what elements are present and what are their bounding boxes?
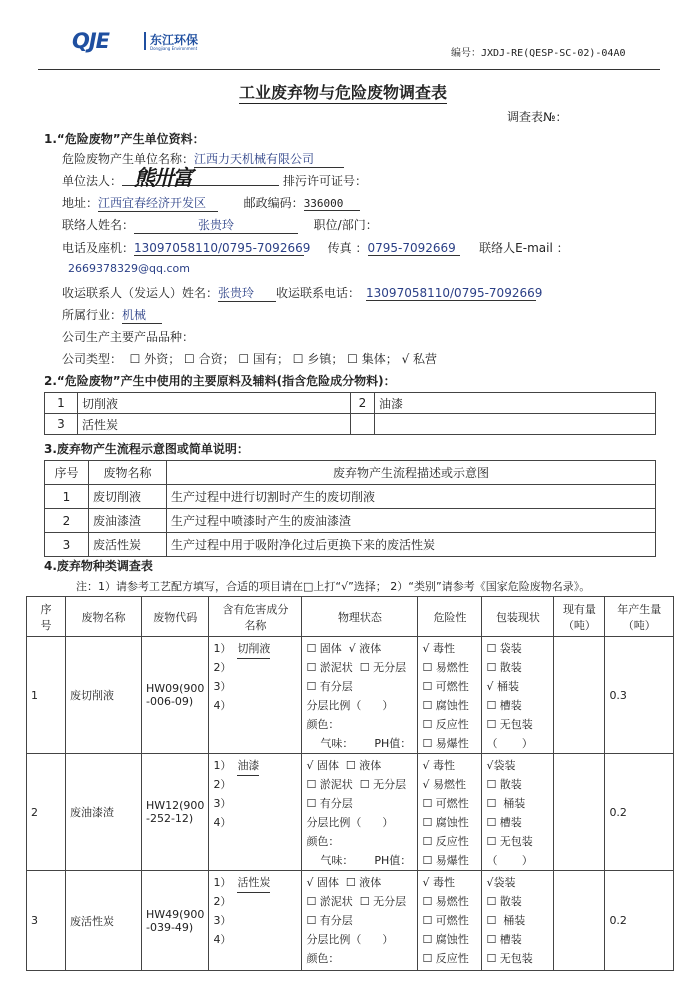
section4-note: 注：1）请参考工艺配方填写，合适的项目请在□上打“√”选择； 2）“类别”请参考《国家危险废物名录》。 bbox=[76, 580, 591, 593]
component-1: 切削液 bbox=[237, 639, 270, 659]
process-name: 废油漆渣 bbox=[89, 509, 167, 533]
material-seq bbox=[351, 414, 375, 435]
pack-line: ☐ 无包装 bbox=[486, 952, 533, 965]
address-row bbox=[62, 194, 360, 212]
component-1: 油漆 bbox=[237, 756, 259, 776]
state-line: ☐ 淤泥状 ☐ 无分层 bbox=[306, 895, 407, 908]
process-seq: 3 bbox=[45, 533, 89, 557]
permit-label: 排污许可证号： bbox=[283, 174, 368, 188]
state-line: ☐ 固体 √ 液体 bbox=[306, 642, 382, 655]
phone-row bbox=[62, 239, 569, 256]
waste-seq: 3 bbox=[27, 871, 66, 971]
shipper-phone-label: 收运联系电话： bbox=[276, 286, 361, 300]
header-rule bbox=[38, 69, 660, 70]
state-line: 气味： PH值： bbox=[306, 737, 412, 750]
pack-line: （ ） bbox=[486, 854, 533, 867]
company-logo bbox=[72, 29, 222, 53]
state-line: 颜色： bbox=[306, 718, 340, 731]
position-label: 职位/部门： bbox=[313, 218, 378, 232]
waste-name: 废油漆渣 bbox=[66, 754, 142, 871]
th-seq: 序 号 bbox=[27, 597, 66, 637]
pack-line: √袋装 bbox=[486, 876, 516, 889]
hazard-line: ☐ 易燃性 bbox=[422, 661, 469, 674]
state-line: √ 固体 ☐ 液体 bbox=[306, 876, 382, 889]
waste-stock bbox=[554, 754, 605, 871]
waste-stock bbox=[554, 871, 605, 971]
process-seq: 2 bbox=[45, 509, 89, 533]
state-line: 分层比例（ ） bbox=[306, 816, 394, 829]
state-line: ☐ 有分层 bbox=[306, 797, 353, 810]
state-line: ☐ 淤泥状 ☐ 无分层 bbox=[306, 661, 407, 674]
hazard-line: ☐ 反应性 bbox=[422, 952, 469, 965]
materials-table bbox=[44, 392, 656, 435]
logo-company: 东江环保 bbox=[150, 33, 199, 47]
shipper-row bbox=[62, 284, 543, 302]
waste-components: 1） 切削液 2） 3） 4） bbox=[209, 637, 302, 754]
waste-stock bbox=[554, 637, 605, 754]
hazard-line: ☐ 可燃性 bbox=[422, 797, 469, 810]
th-hazard: 危险性 bbox=[418, 597, 482, 637]
waste-name: 废活性炭 bbox=[66, 871, 142, 971]
unit-name-label: 危险废物产生单位名称： bbox=[62, 152, 195, 166]
state-line: 颜色： bbox=[306, 952, 340, 965]
pack-line: ☐ 桶装 bbox=[486, 797, 526, 810]
table-row bbox=[27, 637, 674, 754]
material-name: 活性炭 bbox=[78, 414, 351, 435]
waste-seq: 2 bbox=[27, 754, 66, 871]
waste-annual: 0.2 bbox=[605, 754, 674, 871]
state-line: ☐ 淤泥状 ☐ 无分层 bbox=[306, 778, 407, 791]
logo-letters: QJE bbox=[72, 29, 110, 53]
material-seq: 3 bbox=[45, 414, 78, 435]
table-row bbox=[27, 754, 674, 871]
hazard-line: ☐ 可燃性 bbox=[422, 680, 469, 693]
page-title: 工业废弃物与危险废物调查表 bbox=[239, 80, 447, 104]
hazard-line: ☐ 腐蚀性 bbox=[422, 933, 469, 946]
process-desc: 生产过程中进行切割时产生的废切削液 bbox=[167, 485, 656, 509]
shipper-phone-value: 13097058110/0795-7092669 bbox=[366, 286, 543, 300]
waste-code: HW49(900 -039-49) bbox=[142, 871, 209, 971]
hazard-line: ☐ 易爆性 bbox=[422, 854, 469, 867]
table-row bbox=[27, 871, 674, 971]
state-line: ☐ 有分层 bbox=[306, 914, 353, 927]
legal-row bbox=[62, 172, 122, 189]
waste-table bbox=[26, 596, 674, 971]
products-label: 公司生产主要产品品种： bbox=[62, 330, 195, 344]
logo-sub: Dongjiang Environment bbox=[150, 46, 198, 51]
hazard-line: √ 易燃性 bbox=[422, 778, 466, 791]
th-code: 废物代码 bbox=[142, 597, 209, 637]
email-value: 2669378329@qq.com bbox=[68, 262, 190, 275]
pack-line: ☐ 袋装 bbox=[486, 642, 522, 655]
waste-name: 废切削液 bbox=[66, 637, 142, 754]
address-value: 江西宜春经济开发区 bbox=[98, 194, 218, 212]
section1-heading: 1.“危险废物”产生单位资料： bbox=[44, 132, 205, 146]
shipper-value: 张贵玲 bbox=[218, 284, 276, 302]
hazard-line: ☐ 腐蚀性 bbox=[422, 699, 469, 712]
industry-label: 所属行业： bbox=[62, 308, 123, 322]
pack-line: ☐ 无包装 bbox=[486, 835, 533, 848]
hazard-line: ☐ 易爆性 bbox=[422, 737, 469, 750]
th-name: 废物名称 bbox=[66, 597, 142, 637]
process-desc: 生产过程中用于吸附净化过后更换下来的废活性炭 bbox=[167, 533, 656, 557]
industry-row bbox=[62, 306, 162, 324]
process-desc: 生产过程中喷漆时产生的废油漆渣 bbox=[167, 509, 656, 533]
pack-line: √袋装 bbox=[486, 759, 516, 772]
process-header-seq: 序号 bbox=[45, 461, 89, 485]
industry-value: 机械 bbox=[122, 306, 162, 324]
hazard-line: ☐ 腐蚀性 bbox=[422, 816, 469, 829]
waste-hazard bbox=[418, 871, 482, 971]
company-type-row: 公司类型： ☐ 外资； ☐ 合资； ☐ 国有； ☐ 乡镇； ☐ 集体； √ 私营 bbox=[62, 352, 438, 366]
th-annual: 年产生量 （吨） bbox=[605, 597, 674, 637]
section4-heading: 4.废弃物种类调查表 bbox=[44, 559, 153, 573]
contact-row bbox=[62, 216, 378, 234]
section2-heading: 2.“危险废物”产生中使用的主要原料及辅料(指含危险成分物料)： bbox=[44, 374, 396, 388]
hazard-line: ☐ 反应性 bbox=[422, 718, 469, 731]
hazard-line: √ 毒性 bbox=[422, 759, 455, 772]
waste-pack bbox=[482, 637, 554, 754]
fax-value: 0795-7092669 bbox=[368, 241, 460, 256]
waste-pack bbox=[482, 754, 554, 871]
material-name bbox=[375, 414, 656, 435]
waste-pack bbox=[482, 871, 554, 971]
unit-name-row bbox=[62, 150, 344, 168]
state-line: 分层比例（ ） bbox=[306, 699, 394, 712]
process-table bbox=[44, 460, 656, 557]
email-label: 联络人E-mail ： bbox=[479, 241, 569, 255]
process-name: 废切削液 bbox=[89, 485, 167, 509]
th-comp: 含有危害成分 名称 bbox=[209, 597, 302, 637]
process-seq: 1 bbox=[45, 485, 89, 509]
waste-components: 1） 油漆 2） 3） 4） bbox=[209, 754, 302, 871]
th-state: 物理状态 bbox=[302, 597, 418, 637]
unit-name-value: 江西力天机械有限公司 bbox=[194, 150, 344, 168]
pack-line: ☐ 槽装 bbox=[486, 699, 522, 712]
zip-value: 336000 bbox=[304, 197, 360, 211]
pack-line: （ ） bbox=[486, 737, 533, 750]
waste-annual: 0.2 bbox=[605, 871, 674, 971]
waste-code: HW12(900 -252-12) bbox=[142, 754, 209, 871]
process-header-name: 废物名称 bbox=[89, 461, 167, 485]
waste-annual: 0.3 bbox=[605, 637, 674, 754]
section3-heading: 3.废弃物产生流程示意图或简单说明： bbox=[44, 442, 249, 456]
component-1: 活性炭 bbox=[237, 873, 270, 893]
waste-hazard bbox=[418, 754, 482, 871]
fax-label: 传真 ： bbox=[327, 241, 368, 255]
pack-line: ☐ 桶装 bbox=[486, 914, 526, 927]
pack-line: ☐ 散装 bbox=[486, 661, 522, 674]
pack-line: √ 桶装 bbox=[486, 680, 519, 693]
state-line: 分层比例（ ） bbox=[306, 933, 394, 946]
pack-line: ☐ 槽装 bbox=[486, 816, 522, 829]
document-number: 编号：JXDJ-RE(QESP-SC-02)-04A0 bbox=[451, 48, 626, 59]
hazard-line: √ 毒性 bbox=[422, 642, 455, 655]
legal-label: 单位法人： bbox=[62, 174, 123, 188]
state-line: 颜色： bbox=[306, 835, 340, 848]
state-line: √ 固体 ☐ 液体 bbox=[306, 759, 382, 772]
phone-value: 13097058110/0795-7092669 bbox=[134, 241, 311, 255]
pack-line: ☐ 槽装 bbox=[486, 933, 522, 946]
state-line: ☐ 有分层 bbox=[306, 680, 353, 693]
pack-line: ☐ 散装 bbox=[486, 895, 522, 908]
waste-state bbox=[302, 637, 418, 754]
waste-code: HW09(900 -006-09) bbox=[142, 637, 209, 754]
process-name: 废活性炭 bbox=[89, 533, 167, 557]
waste-hazard bbox=[418, 637, 482, 754]
hazard-line: ☐ 可燃性 bbox=[422, 914, 469, 927]
process-header-desc: 废弃物产生流程描述或示意图 bbox=[167, 461, 656, 485]
hazard-line: ☐ 易燃性 bbox=[422, 895, 469, 908]
material-seq: 1 bbox=[45, 393, 78, 414]
th-pack: 包装现状 bbox=[482, 597, 554, 637]
state-line: 气味： PH值： bbox=[306, 854, 412, 867]
address-label: 地址： bbox=[62, 196, 99, 210]
th-stock: 现有量 （吨） bbox=[554, 597, 605, 637]
pack-line: ☐ 无包装 bbox=[486, 718, 533, 731]
survey-number: 调查表№： bbox=[507, 110, 568, 124]
waste-seq: 1 bbox=[27, 637, 66, 754]
contact-label: 联络人姓名： bbox=[62, 218, 135, 232]
waste-state bbox=[302, 871, 418, 971]
material-seq: 2 bbox=[351, 393, 375, 414]
material-name: 油漆 bbox=[375, 393, 656, 414]
pack-line: ☐ 散装 bbox=[486, 778, 522, 791]
waste-state bbox=[302, 754, 418, 871]
shipper-label: 收运联系人（发运人）姓名： bbox=[62, 286, 219, 300]
hazard-line: √ 毒性 bbox=[422, 876, 455, 889]
waste-components: 1） 活性炭 2） 3） 4） bbox=[209, 871, 302, 971]
phone-label: 电话及座机： bbox=[62, 241, 135, 255]
legal-signature: 熊卅富 bbox=[132, 165, 196, 190]
hazard-line: ☐ 反应性 bbox=[422, 835, 469, 848]
material-name: 切削液 bbox=[78, 393, 351, 414]
zip-label: 邮政编码： bbox=[243, 196, 304, 210]
contact-value: 张贵玲 bbox=[134, 216, 298, 234]
